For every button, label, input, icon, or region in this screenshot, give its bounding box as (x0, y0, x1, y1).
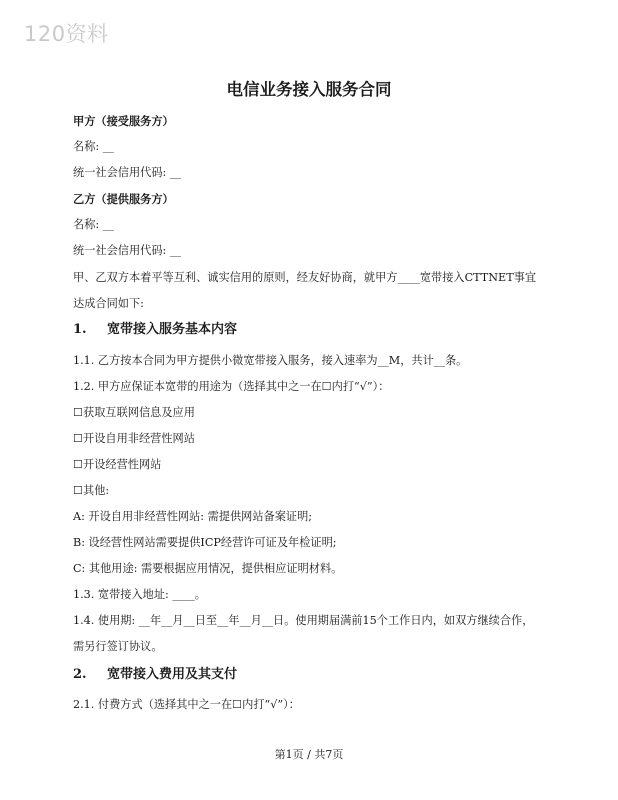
section-title: 宽带接入服务基本内容 (107, 322, 238, 337)
party-b-name: 名称: __ (73, 218, 114, 231)
page-footer: 第1页 / 共7页 (274, 748, 344, 761)
party-a-name: 名称: __ (73, 140, 114, 153)
option-checkbox-item: ☐开设自用非经营性网站 (73, 432, 195, 445)
party-b-credit-code: 统一社会信用代码: __ (73, 244, 182, 257)
clause-1-3: 1.3. 宽带接入地址: ____。 (73, 588, 206, 601)
party-a-heading: 甲方（接受服务方） (73, 114, 174, 128)
party-a-credit-code: 统一社会信用代码: __ (73, 166, 182, 179)
section-1-heading (73, 322, 553, 338)
preamble-paragraph: 甲、乙双方本着平等互利、诚实信用的原则，经友好协商，就甲方____宽带接入CTTNET事宜达成合同如下: (73, 271, 537, 310)
note-b: B: 设经营性网站需要提供ICP经营许可证及年检证明; (73, 536, 337, 549)
section-number: 2. (73, 667, 87, 682)
clause-1-1: 1.1. 乙方按本合同为甲方提供小微宽带接入服务，接入速率为__M，共计__条。 (73, 354, 468, 367)
clause-1-4: 1.4. 使用期: __年__月__日至__年__月__日。使用期届满前15个工作日内，如双方继续合作，需另行签订协议。 (73, 614, 534, 653)
clause-2-1: 2.1. 付费方式（选择其中之一在☐内打“√”）： (73, 698, 300, 711)
section-title: 宽带接入费用及其支付 (107, 667, 238, 682)
note-c: C: 其他用途: 需要根据应用情况，提供相应证明材料。 (73, 562, 343, 575)
watermark-logo: 120资料 (24, 22, 109, 46)
option-checkbox-item: ☐开设经营性网站 (73, 458, 162, 471)
clause-1-2: 1.2. 甲方应保证本宽带的用途为（选择其中之一在☐内打“√”）： (73, 380, 390, 393)
section-number: 1. (73, 322, 87, 337)
option-checkbox-item: ☐其他: (73, 484, 110, 497)
document-title: 电信业务接入服务合同 (226, 80, 392, 99)
party-b-heading: 乙方（提供服务方） (73, 192, 174, 206)
section-2-heading (73, 667, 553, 683)
note-a: A: 开设自用非经营性网站: 需提供网站备案证明; (73, 510, 313, 523)
option-checkbox-item: ☐获取互联网信息及应用 (73, 406, 195, 419)
